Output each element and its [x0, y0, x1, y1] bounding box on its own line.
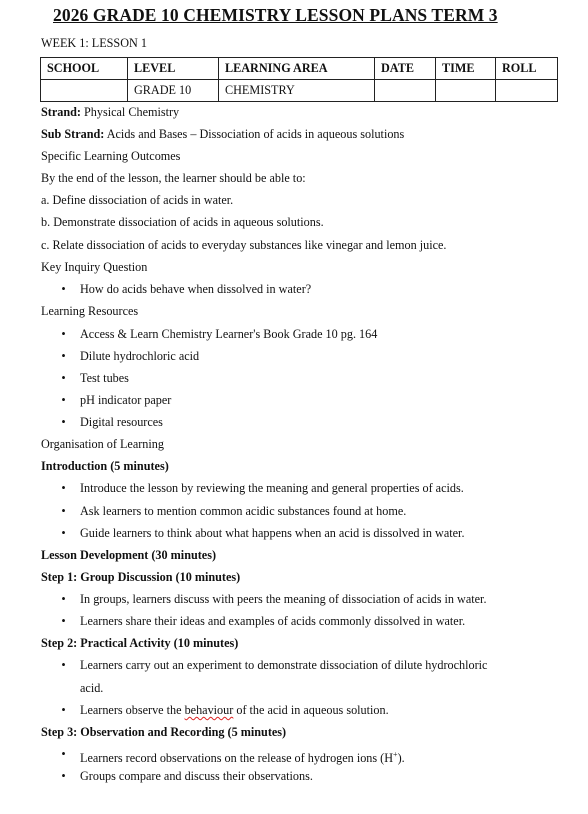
step3-item-text-pre: Learners record observations on the release of hydrogen ions (H [80, 751, 394, 766]
strand-line [41, 105, 179, 120]
cell-roll [496, 80, 558, 102]
bullet: • [61, 504, 66, 518]
bullet: • [61, 393, 66, 407]
step3-item: Groups compare and discuss their observations. [80, 769, 313, 783]
spellcheck-flagged-word: behaviour [184, 703, 234, 717]
strand-value: Physical Chemistry [80, 105, 180, 119]
introduction-heading: Introduction (5 minutes) [41, 459, 169, 473]
organisation-heading: Organisation of Learning [41, 437, 164, 451]
bullet: • [61, 747, 66, 761]
step1-heading: Step 1: Group Discussion (10 minutes) [41, 570, 241, 584]
intro-item: Guide learners to think about what happens when an acid is dissolved in water. [80, 526, 465, 540]
step2-heading: Step 2: Practical Activity (10 minutes) [41, 636, 239, 650]
bullet: • [61, 415, 66, 429]
slo-item: a. Define dissociation of acids in water. [41, 193, 234, 207]
superscript-plus: + [393, 750, 398, 759]
lesson-info-table [40, 57, 558, 102]
table-row [41, 80, 558, 102]
bullet: • [61, 282, 66, 296]
bullet: • [61, 526, 66, 540]
header-school: SCHOOL [41, 58, 128, 80]
slo-intro: By the end of the lesson, the learner should be able to: [41, 171, 306, 185]
bullet: • [61, 592, 66, 606]
bullet: • [61, 349, 66, 363]
bullet: • [61, 658, 66, 672]
kiq-item: How do acids behave when dissolved in water? [80, 282, 312, 296]
sub-strand-line [41, 127, 404, 142]
resource-item: Dilute hydrochloric acid [80, 349, 200, 363]
step2-item [80, 703, 389, 718]
step3-item-text-post: ). [397, 751, 405, 766]
sub-strand-label: Sub Strand: [41, 127, 105, 141]
sub-strand-value: Acids and Bases – Dissociation of acids in aqueous solutions [104, 127, 405, 141]
step2-item-line2: acid. [80, 681, 104, 695]
strand-label: Strand: [41, 105, 81, 119]
resources-heading: Learning Resources [41, 304, 139, 318]
step1-item: In groups, learners discuss with peers the meaning of dissociation of acids in water. [80, 592, 487, 606]
cell-school [41, 80, 128, 102]
header-roll: ROLL [496, 58, 558, 80]
resource-item: pH indicator paper [80, 393, 172, 407]
cell-time [436, 80, 496, 102]
table-header-row [41, 58, 558, 80]
bullet: • [61, 769, 66, 783]
step1-item: Learners share their ideas and examples of acids commonly dissolved in water. [80, 614, 466, 628]
cell-level: GRADE 10 [128, 80, 219, 102]
resource-item: Digital resources [80, 415, 163, 429]
header-date: DATE [375, 58, 436, 80]
slo-item: c. Relate dissociation of acids to everyday substances like vinegar and lemon juice. [41, 238, 447, 252]
header-learning-area: LEARNING AREA [219, 58, 375, 80]
bullet: • [61, 327, 66, 341]
step2-item-line1: Learners carry out an experiment to demonstrate dissociation of dilute hydrochloric [80, 658, 488, 672]
week-lesson: WEEK 1: LESSON 1 [41, 36, 147, 50]
bullet: • [61, 614, 66, 628]
header-level: LEVEL [128, 58, 219, 80]
lesson-development-heading: Lesson Development (30 minutes) [41, 548, 217, 562]
step3-heading: Step 3: Observation and Recording (5 minutes) [41, 725, 287, 739]
page-title: 2026 GRADE 10 CHEMISTRY LESSON PLANS TERM 3 [53, 5, 498, 25]
resource-item: Access & Learn Chemistry Learner's Book Grade 10 pg. 164 [80, 327, 378, 341]
bullet: • [61, 703, 66, 717]
slo-item: b. Demonstrate dissociation of acids in aqueous solutions. [41, 215, 324, 229]
slo-heading: Specific Learning Outcomes [41, 149, 181, 163]
header-time: TIME [436, 58, 496, 80]
step2-item-text-post: of the acid in aqueous solution. [233, 703, 389, 717]
resource-item: Test tubes [80, 371, 129, 385]
intro-item: Introduce the lesson by reviewing the meaning and general properties of acids. [80, 481, 464, 495]
cell-date [375, 80, 436, 102]
intro-item: Ask learners to mention common acidic substances found at home. [80, 504, 407, 518]
bullet: • [61, 371, 66, 385]
step3-item [80, 747, 405, 766]
bullet: • [61, 481, 66, 495]
kiq-heading: Key Inquiry Question [41, 260, 148, 274]
cell-learning-area: CHEMISTRY [219, 80, 375, 102]
step2-item-text-pre: Learners observe the [80, 703, 185, 717]
